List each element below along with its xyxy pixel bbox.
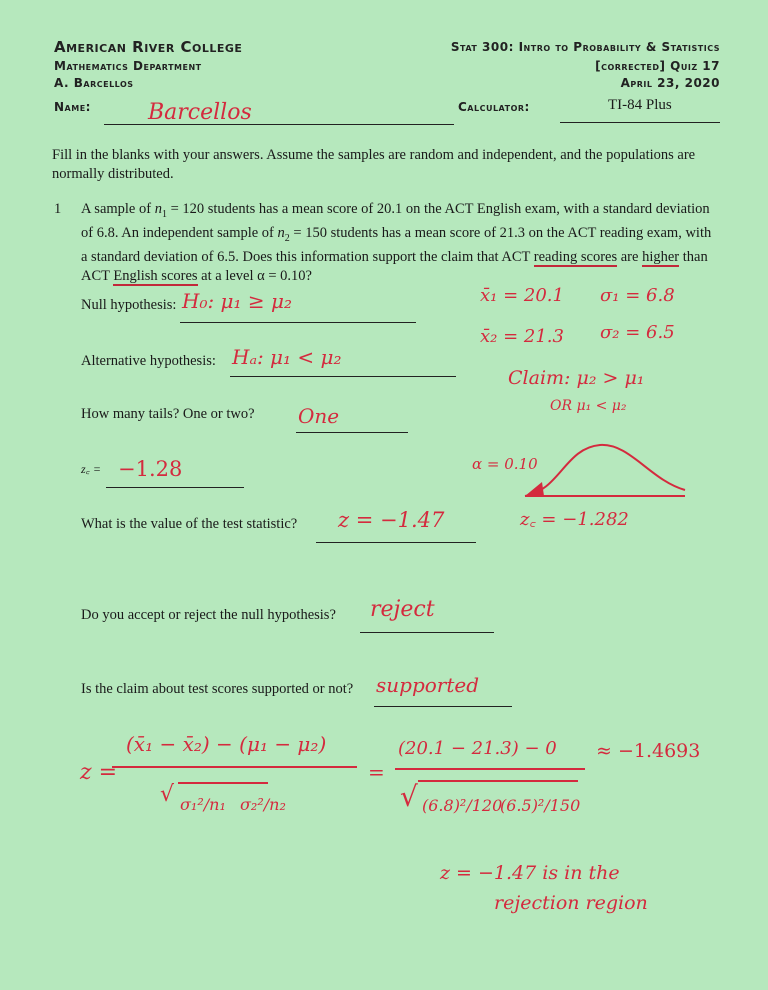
test-statistic-line [316, 542, 476, 543]
formula-numerator: (x̄₁ − x̄₂) − (μ₁ − μ₂) [126, 732, 327, 756]
note-alpha: α = 0.10 [472, 455, 538, 473]
course-title: Stat 300: Intro to Probability & Statistics [450, 40, 720, 54]
conclusion-line-1: z = −1.47 is in the [440, 862, 620, 884]
tails-line [296, 432, 408, 433]
sub-sqrt-bar [418, 780, 578, 782]
underline-higher: higher [642, 248, 680, 265]
name-value: Barcellos [148, 100, 252, 125]
formula-equals: = [368, 760, 385, 784]
note-claim: Claim: μ₂ > μ₁ [508, 367, 645, 389]
alt-hypothesis-label: Alternative hypothesis: [81, 353, 216, 369]
null-hypothesis-label: Null hypothesis: [81, 297, 177, 313]
formula-bar [112, 766, 357, 768]
claim-supported-line [374, 706, 512, 707]
question-text: A sample of $n_1 = 120$ students has a mean score of 20.1 on the ACT English exam, with a standard deviation of 6.8. An independent sample of $n_2 = 150$ students has a mean score of 21.3 on the ACT reading exam, with a standard deviation of 6.5. Does this information support the claim that ACT reading scores are higher than ACT English scores at a level α = 0.10? [81, 201, 712, 284]
zc-label: z꜀ = [81, 462, 101, 476]
sub-den-2: (6.5)²/150 [500, 796, 581, 815]
formula-den-2: σ₂²/n₂ [240, 795, 286, 814]
calculator-label: Calculator: [458, 100, 530, 114]
note-xbar2: x̄₂ = 21.3 [480, 326, 564, 347]
quiz-date: April 23, 2020 [620, 76, 720, 90]
sub-sqrt: √ [400, 780, 418, 813]
null-hypothesis-answer: H₀: μ₁ ≥ μ₂ [182, 289, 293, 313]
note-xbar1: x̄₁ = 20.1 [480, 285, 564, 306]
quiz-title: [corrected] Quiz 17 [595, 59, 720, 73]
accept-reject-answer: reject [370, 597, 435, 622]
name-label: Name: [54, 100, 91, 114]
test-statistic-answer: z = −1.47 [338, 508, 445, 532]
department: Mathematics Department [54, 59, 202, 73]
name-line [104, 124, 454, 125]
tails-label: How many tails? One or two? [81, 406, 255, 422]
note-or: OR μ₁ < μ₂ [550, 398, 627, 414]
accept-reject-line [360, 632, 494, 633]
test-statistic-label: What is the value of the test statistic? [81, 516, 298, 532]
alt-hypothesis-line [230, 376, 456, 377]
accept-reject-label: Do you accept or reject the null hypothesis? [81, 607, 336, 623]
normal-curve-sketch [520, 440, 690, 500]
result-value: ≈ −1.4693 [596, 740, 701, 762]
claim-supported-label: Is the claim about test scores supported or not? [81, 681, 354, 697]
alt-hypothesis-answer: Hₐ: μ₁ < μ₂ [232, 345, 342, 369]
note-sigma2: σ₂ = 6.5 [600, 322, 675, 343]
note-sigma1: σ₁ = 6.8 [600, 285, 675, 306]
calculator-value: TI-84 Plus [608, 97, 672, 113]
formula-den-1: σ₁²/n₁ [180, 795, 226, 814]
formula-sqrt-bar [178, 782, 268, 784]
calculator-line [560, 122, 720, 123]
sub-bar [395, 768, 585, 770]
zc-answer: −1.28 [118, 457, 183, 481]
question-number: 1 [54, 201, 62, 217]
instructor: A. Barcellos [54, 76, 134, 90]
underline-english: English scores [113, 267, 198, 284]
college-name: American River College [54, 38, 243, 56]
note-zc: z꜀ = −1.282 [520, 509, 629, 530]
conclusion-line-2: rejection region [494, 892, 648, 914]
sub-numerator: (20.1 − 21.3) − 0 [398, 738, 557, 759]
zc-line [106, 487, 244, 488]
instructions: Fill in the blanks with your answers. Assume the samples are random and independent, and the populations are normally distributed. [52, 147, 696, 182]
null-hypothesis-line [180, 322, 416, 323]
formula-sqrt: √ [160, 782, 175, 807]
sub-den-1: (6.8)²/120 [422, 796, 503, 815]
tails-answer: One [298, 404, 340, 428]
formula-lhs: z = [80, 760, 118, 785]
underline-reading: reading scores [533, 248, 618, 265]
claim-supported-answer: supported [376, 673, 480, 697]
